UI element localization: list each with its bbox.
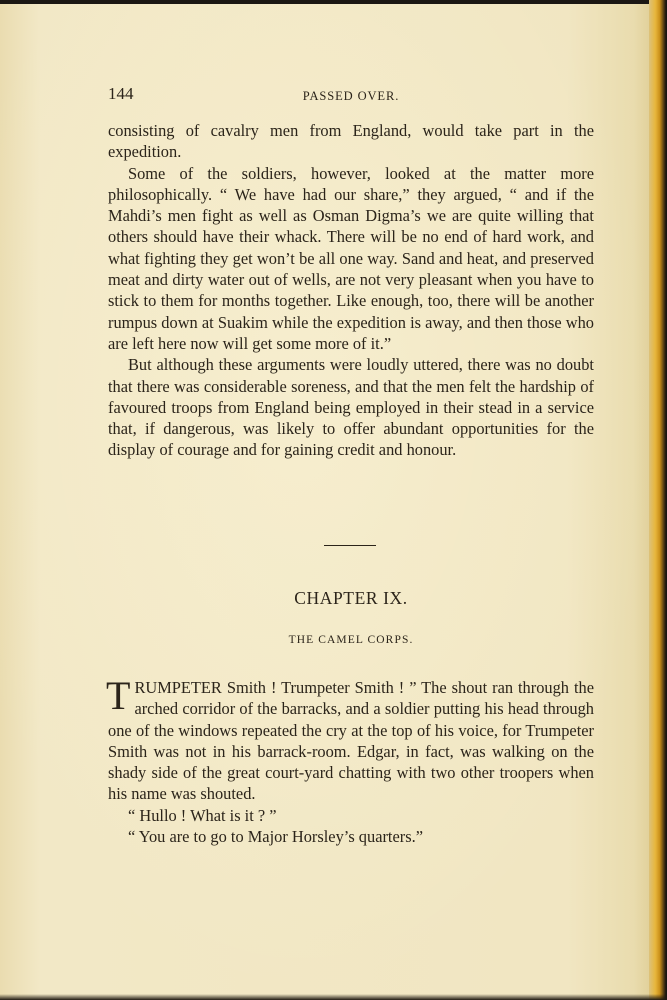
page-bottom-edge [0, 994, 667, 1000]
paragraph-continuation: consisting of cavalry men from England, would take part in the expedition. [108, 121, 594, 162]
body-text-bottom [106, 673, 594, 847]
paragraph: “ You are to go to Major Horsley’s quarters.” [128, 827, 423, 847]
chapter-subtitle: THE CAMEL CORPS. [288, 634, 414, 646]
book-spine-edge [649, 0, 667, 1000]
drop-cap: T [106, 673, 131, 718]
chapter-opening-paragraph [106, 673, 594, 805]
page-number: 144 [108, 84, 134, 103]
chapter-title: CHAPTER IX. [294, 588, 408, 608]
body-text-top [108, 120, 594, 461]
page-top-edge [0, 0, 667, 4]
running-head: PASSED OVER. [302, 89, 400, 103]
section-divider [324, 545, 376, 546]
paragraph: Some of the soldiers, however, looked at the matter more philosophically. “ We have had our share,” they argued, “ and if the Mahdi’s men fight as well as Osman Digma’s we are quite willing that others should have their whack. There will be no end of hard work, and what fighting they get won’t be all one way. Sand and heat, and preserved meat and dirty water out of wells, are not very pleasant when you have to stick to them for months together. Like enough, too, there will be another rumpus down at Suakim while the expedition is away, and then those who are left here now will get some more of it.” [108, 163, 594, 353]
page-header [108, 84, 594, 110]
opening-paragraph-text: RUMPETER Smith ! Trumpeter Smith ! ” The shout ran through the arched corridor of the barracks, and a soldier putting his head through one of the windows repeated the cry at the top of his voice, for Trumpeter Smith was not in his barrack-room. Edgar, in fact, was walking on the shady side of the great court-yard chatting with two other troopers when his name was shouted. [108, 678, 594, 804]
paragraph: But although these arguments were loudly uttered, there was no doubt that there was considerable soreness, and that the men felt the hardship of favoured troops from England being employed in their stead in a service that, if dangerous, was likely to offer abundant opportunities for the display of courage and for gaining credit and honour. [108, 355, 594, 460]
paragraph: “ Hullo ! What is it ? ” [128, 805, 277, 825]
